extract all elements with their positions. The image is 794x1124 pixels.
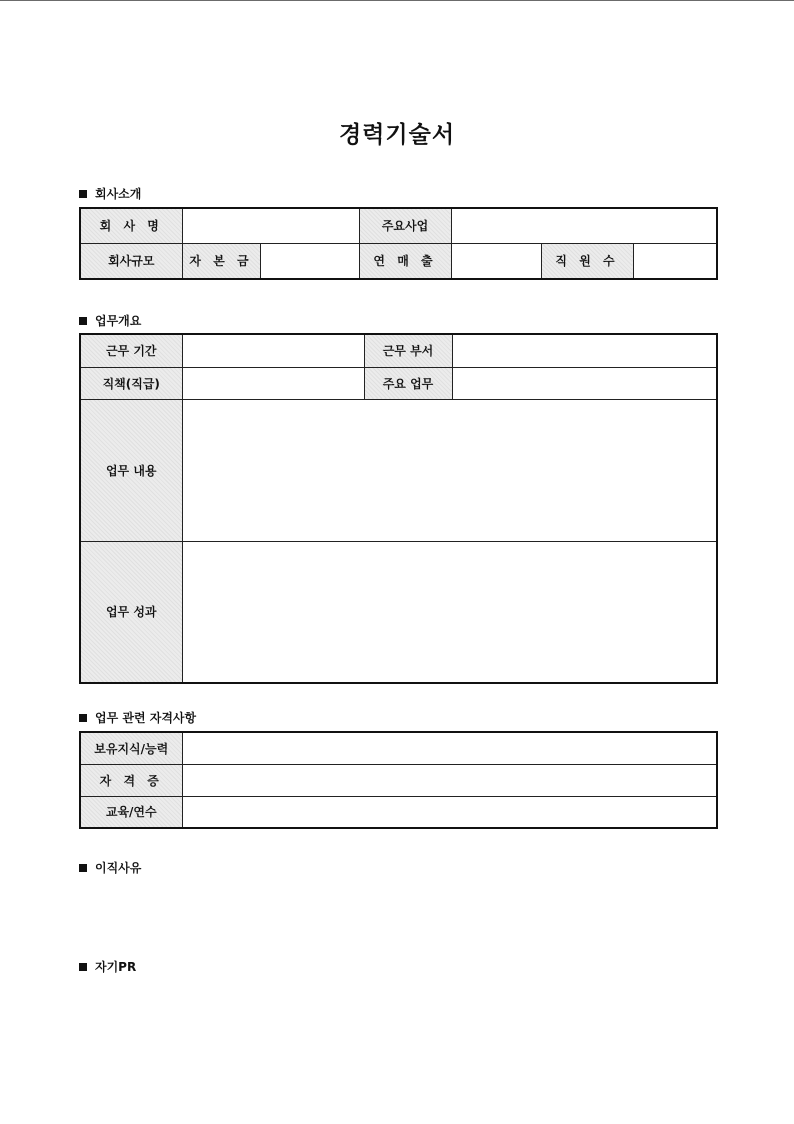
label-position: 직책(직급)	[80, 367, 182, 399]
field-main-business[interactable]	[451, 208, 717, 243]
bullet-square-icon	[79, 714, 87, 722]
field-certificates[interactable]	[182, 764, 717, 796]
section-pr-label: 자기PR	[95, 960, 137, 974]
label-main-business: 주요사업	[359, 208, 451, 243]
label-main-duty: 주요 업무	[364, 367, 452, 399]
document-title: 경력기술서	[338, 122, 456, 148]
section-overview-heading	[79, 312, 141, 329]
bullet-square-icon	[79, 864, 87, 872]
label-education: 교육/연수	[80, 796, 182, 828]
field-position[interactable]	[182, 367, 364, 399]
company-info-table	[79, 207, 718, 280]
field-work-content[interactable]	[182, 399, 717, 541]
field-capital[interactable]	[260, 243, 359, 279]
section-resignation-label: 이직사유	[95, 861, 142, 875]
label-achievements: 업무 성과	[80, 541, 182, 683]
label-company-name: 회 사 명	[80, 208, 182, 243]
field-employees[interactable]	[633, 243, 717, 279]
field-company-name[interactable]	[182, 208, 359, 243]
label-work-content: 업무 내용	[80, 399, 182, 541]
section-qualifications-label: 업무 관련 자격사항	[95, 711, 197, 725]
section-company-heading	[79, 185, 141, 202]
bullet-square-icon	[79, 317, 87, 325]
top-border-line	[0, 0, 794, 1]
label-department: 근무 부서	[364, 334, 452, 367]
field-work-period[interactable]	[182, 334, 364, 367]
label-capital: 자 본 금	[182, 243, 260, 279]
work-overview-table	[79, 333, 718, 684]
label-work-period: 근무 기간	[80, 334, 182, 367]
field-achievements[interactable]	[182, 541, 717, 683]
label-annual-sales: 연 매 출	[359, 243, 451, 279]
field-annual-sales[interactable]	[451, 243, 541, 279]
section-resignation-heading	[79, 859, 141, 876]
label-certificates: 자 격 증	[80, 764, 182, 796]
field-department[interactable]	[452, 334, 717, 367]
qualifications-table	[79, 731, 718, 829]
label-skills: 보유지식/능력	[80, 732, 182, 764]
field-main-duty[interactable]	[452, 367, 717, 399]
field-education[interactable]	[182, 796, 717, 828]
section-overview-label: 업무개요	[95, 314, 142, 328]
bullet-square-icon	[79, 963, 87, 971]
label-company-size: 회사규모	[80, 243, 182, 279]
section-company-label: 회사소개	[95, 187, 142, 201]
section-pr-heading	[79, 958, 136, 975]
label-employees: 직 원 수	[541, 243, 633, 279]
field-skills[interactable]	[182, 732, 717, 764]
section-qualifications-heading	[79, 709, 196, 726]
bullet-square-icon	[79, 190, 87, 198]
